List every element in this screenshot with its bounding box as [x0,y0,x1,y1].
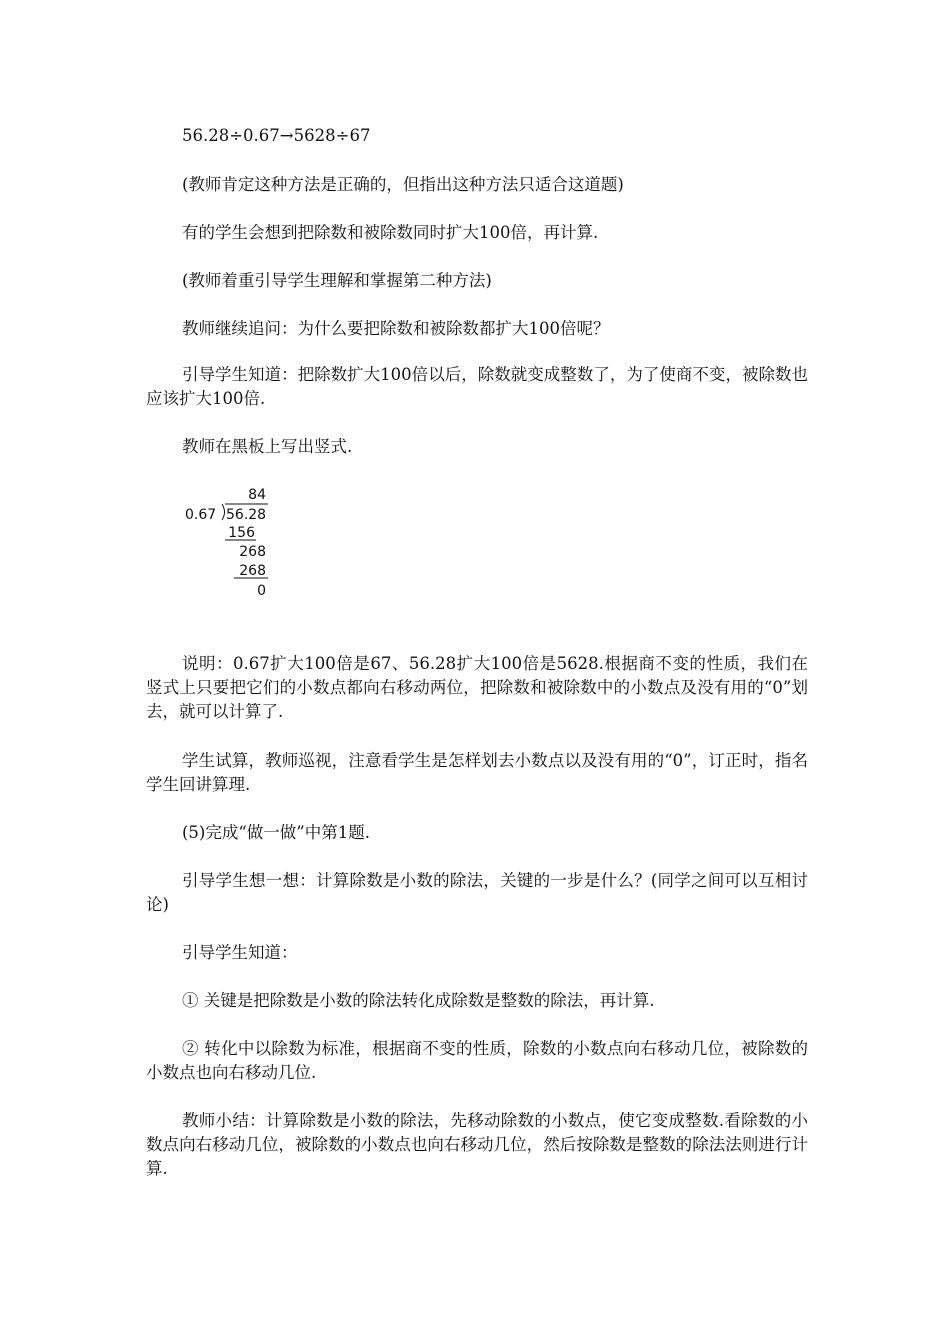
paragraph-think: 引导学生想一想：计算除数是小数的除法，关键的一步是什么？(同学之间可以互相讨论) [146,871,808,914]
teacher-note-2: (教师着重引导学生理解和掌握第二种方法) [182,271,492,290]
paragraph-point2: ② 转化中以除数为标准，根据商不变的性质，除数的小数点向右移动几位，被除数的小数点也向右移动几位. [146,1039,808,1082]
paragraph-guide-know: 引导学生知道：把除数扩大100倍以后，除数就变成整数了，为了使商不变，被除数也应该扩大100倍. [146,365,808,408]
teacher-question-line: 教师继续追问：为什么要把除数和被除数都扩大100倍呢？ [182,319,610,338]
paragraph-point1: ① 关键是把除数是小数的除法转化成除数是整数的除法，再计算. [182,991,655,1010]
step-partial-dividend: 268 [239,544,266,560]
paragraph-trial: 学生试算，教师巡视，注意看学生是怎样划去小数点以及没有用的“0”，订正时，指名学生回讲算理. [146,751,808,794]
paragraph-know2: 引导学生知道： [182,943,298,962]
long-division-figure [180,482,280,602]
blackboard-line: 教师在黑板上写出竖式. [182,437,353,456]
step-product-2: 268 [239,563,266,579]
paragraph-explain: 说明：0.67扩大100倍是67、56.28扩大100倍是5628.根据商不变的性质，我们在竖式上只要把它们的小数点都向右移动两位，把除数和被除数中的小数点及没有用的“0”划去，就可以计算了. [146,654,808,721]
dividend: 56.28 [226,507,267,523]
quotient: 84 [248,487,266,503]
remainder: 0 [257,583,266,599]
paragraph-complete: (5)完成“做一做”中第1题. [182,823,370,842]
division-bracket [222,504,225,520]
long-division [180,482,280,602]
step-product-1: 156 [228,525,255,541]
teacher-note-1: (教师肯定这种方法是正确的，但指出这种方法只适合这道题) [182,175,624,194]
divisor: 0.67 [185,507,217,523]
student-method-line: 有的学生会想到把除数和被除数同时扩大100倍，再计算. [182,223,599,242]
paragraph-summary: 教师小结：计算除数是小数的除法，先移动除数的小数点，使它变成整数.看除数的小数点向右移动几位，被除数的小数点也向右移动几位，然后按除数是整数的除法法则进行计算. [146,1111,808,1178]
equation-line: 56.28÷0.67→5628÷67 [182,126,371,145]
